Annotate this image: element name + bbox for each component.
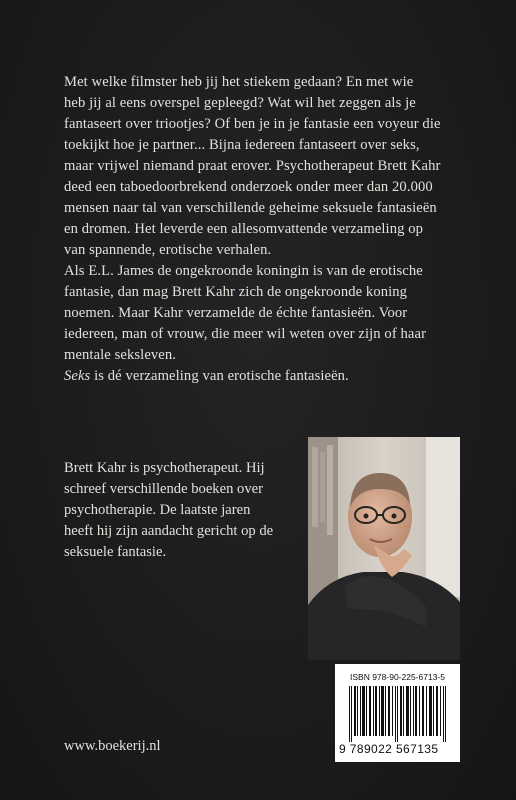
blurb-line: noemen. Maar Kahr verzamelde de échte fantasieën. Voor — [64, 305, 408, 321]
blurb-line: maar vrijwel niemand praat erover. Psychotherapeut Brett Kahr — [64, 158, 441, 174]
bio-line: Brett Kahr is psychotherapeut. Hij — [64, 460, 265, 476]
author-photo — [308, 437, 460, 660]
blurb-line: fantasie, dan mag Brett Kahr zich de ongekroonde koning — [64, 284, 408, 300]
publisher-website: www.boekerij.nl — [64, 738, 161, 754]
blurb-line: mentale seksleven. — [64, 347, 177, 363]
blurb-line: fantaseert over triootjes? Of ben je in je fantasie een voyeur die — [64, 116, 441, 132]
blurb-last-line-rest: is dé verzameling van erotische fantasieën. — [90, 368, 349, 384]
bio-line: schreef verschillende boeken over — [64, 481, 263, 497]
blurb-line: toekijkt hoe je partner... Bijna iedereen fantaseert over seks, — [64, 137, 420, 153]
bio-line: heeft hij zijn aandacht gericht op de — [64, 523, 274, 539]
blurb-line: iedereen, man of vrouw, die meer wil weten over zijn of haar — [64, 326, 427, 342]
blurb-line: Als E.L. James de ongekroonde koningin is van de erotische — [64, 263, 423, 279]
blurb-line: heb jij al eens overspel gepleegd? Wat wil het zeggen als je — [64, 95, 416, 111]
blurb-line: mensen naar tal van verschillende geheime seksuele fantasieën — [64, 200, 437, 216]
blurb-line: van spannende, erotische verhalen. — [64, 242, 272, 258]
barcode-bars — [349, 686, 449, 742]
blurb-line: Met welke filmster heb jij het stiekem gedaan? En met wie — [64, 74, 414, 90]
barcode-digits: 9 789022 567135 — [339, 742, 439, 756]
book-title-italic: Seks — [64, 368, 91, 384]
barcode — [335, 664, 460, 762]
blurb-line: en dromen. Het leverde een allesomvattende verzameling op — [64, 221, 424, 237]
isbn-label: ISBN 978-90-225-6713-5 — [350, 672, 445, 682]
blurb-last-line — [64, 366, 484, 387]
author-bio — [64, 458, 304, 563]
bio-line: psychotherapie. De laatste jaren — [64, 502, 251, 518]
bio-line: seksuele fantasie. — [64, 544, 167, 560]
blurb-text — [64, 72, 484, 387]
blurb-line: deed een taboedoorbrekend onderzoek onder meer dan 20.000 — [64, 179, 433, 195]
